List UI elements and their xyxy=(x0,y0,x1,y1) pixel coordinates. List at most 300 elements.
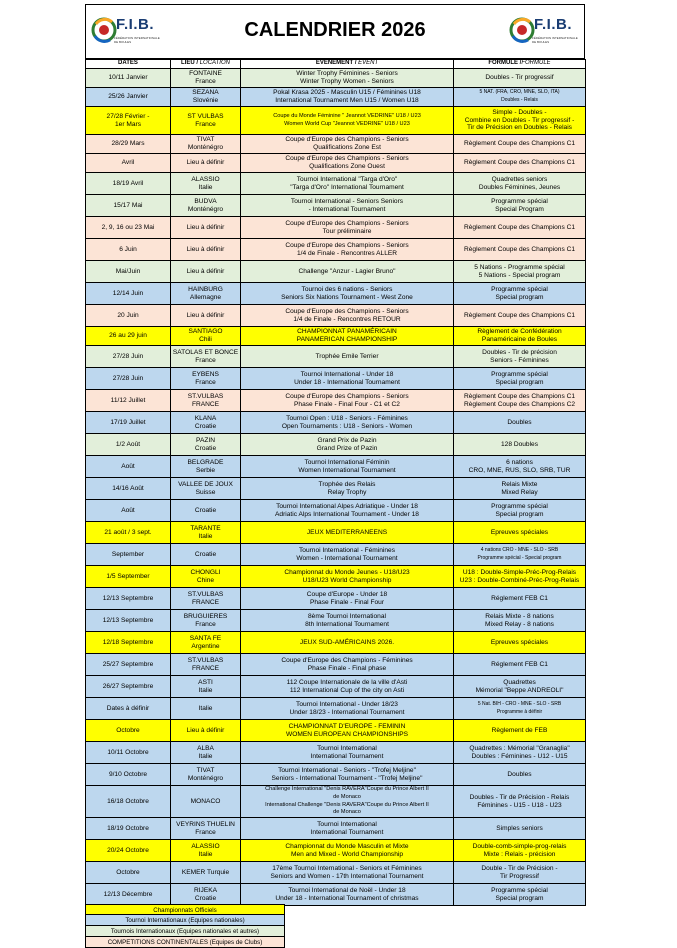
format-cell-line: U23 : Double-Combiné-Préc-Prog-Relais xyxy=(459,576,580,584)
format-cell-line: Règlement de Confédération xyxy=(477,328,562,336)
format-cell-line: 5 Nations - Special program xyxy=(478,271,561,279)
event-cell xyxy=(241,764,454,786)
event-cell-line: Men and Mixed - World Championship xyxy=(290,850,404,858)
date-cell xyxy=(86,327,171,346)
date-cell-line: 18/19 Avril xyxy=(112,179,144,187)
format-cell-line: CRO, MNE, RUS, SLO, SRB, TUR xyxy=(468,466,571,474)
location-cell-line: FRANCE xyxy=(191,400,220,408)
table-row xyxy=(86,862,586,884)
date-cell xyxy=(86,632,171,654)
date-cell xyxy=(86,610,171,632)
format-cell xyxy=(454,107,586,135)
date-cell-line: 16/18 Octobre xyxy=(107,797,149,805)
event-cell-line: Winter Trophy Women - Seniors xyxy=(300,78,394,85)
location-cell-line: Croatie xyxy=(194,550,217,558)
format-cell xyxy=(454,368,586,390)
format-cell-line: Programme spécial xyxy=(491,886,548,894)
date-cell xyxy=(86,434,171,456)
format-cell-line: Special program xyxy=(495,894,544,902)
table-row xyxy=(86,368,586,390)
date-cell xyxy=(86,840,171,862)
format-cell-line: Règlement Coupe des Champions C1 xyxy=(463,245,576,253)
date-cell-line: Août xyxy=(121,462,135,470)
location-cell xyxy=(171,346,241,368)
event-cell-line: Coupe d'Europe des Champions - Seniors xyxy=(285,219,409,227)
table-row xyxy=(86,676,586,698)
table-row xyxy=(86,69,586,88)
event-cell xyxy=(241,676,454,698)
date-cell xyxy=(86,261,171,283)
date-cell xyxy=(86,566,171,588)
format-cell xyxy=(454,884,586,906)
date-cell-line: Octobre xyxy=(116,868,140,876)
event-cell-line: International Tournament xyxy=(310,828,384,836)
format-cell xyxy=(454,566,586,588)
format-cell-line: Tir de Précision en Doubles - Relais xyxy=(467,124,572,132)
calendar-rows xyxy=(86,69,586,906)
location-cell xyxy=(171,840,241,862)
event-cell xyxy=(241,69,454,88)
legend-item: COMPETITIONS CONTINENTALES (Equipes de Clubs) xyxy=(85,937,285,948)
location-cell xyxy=(171,368,241,390)
event-cell-line: 1/4 de Finale - Rencontres ALLER xyxy=(296,249,398,257)
event-cell-line: Tournoi des 6 nations - Seniors xyxy=(301,285,393,293)
date-cell xyxy=(86,456,171,478)
date-cell-line: 11/12 Juillet xyxy=(110,396,146,404)
table-row xyxy=(86,305,586,327)
location-cell xyxy=(171,588,241,610)
event-cell xyxy=(241,283,454,305)
event-cell-line: Coupe d'Europe des Champions - Seniors xyxy=(285,307,409,315)
header-location: LIEU / LOCATION xyxy=(171,60,241,69)
location-cell xyxy=(171,566,241,588)
event-cell xyxy=(241,107,454,135)
location-cell-line: KLANA xyxy=(194,414,217,422)
location-cell xyxy=(171,88,241,107)
format-cell-line: Quadrettes : Mémorial "Granaglia" xyxy=(469,744,570,752)
location-cell-line: KEMER Turquie xyxy=(181,868,230,876)
date-cell-line: 1er Mars xyxy=(114,120,141,128)
event-cell-line: International Tournament Men U15 / Women U18 xyxy=(275,97,419,104)
table-row xyxy=(86,764,586,786)
date-cell-line: 10/11 Octobre xyxy=(107,748,149,756)
format-cell xyxy=(454,195,586,217)
table-row xyxy=(86,742,586,764)
location-cell-line: Allemagne xyxy=(189,293,222,301)
format-cell-line: Doubles : Féminines - U12 - U15 xyxy=(471,752,568,760)
date-cell xyxy=(86,412,171,434)
event-cell xyxy=(241,522,454,544)
event-cell-line: 1/4 de Finale - Rencontres RETOUR xyxy=(293,315,401,323)
date-cell-line: 12/13 Septembre xyxy=(102,616,154,624)
location-cell-line: FRANCE xyxy=(191,664,220,672)
location-cell-line: ALASSIO xyxy=(191,175,220,183)
date-cell-line: 25/26 Janvier xyxy=(108,93,148,101)
location-cell xyxy=(171,720,241,742)
location-cell xyxy=(171,522,241,544)
location-cell-line: VALLEE DE JOUX xyxy=(178,480,233,488)
header-event: EVENEMENT / EVENT xyxy=(241,60,454,69)
format-cell xyxy=(454,327,586,346)
format-cell-line: Relais Mixte - 8 nations xyxy=(485,612,554,620)
date-cell xyxy=(86,818,171,840)
date-cell xyxy=(86,305,171,327)
header-format: FORMULE /FORMULE xyxy=(454,60,586,69)
location-cell xyxy=(171,632,241,654)
logo-subtitle: FÉDÉRATION INTERNATIONALE DE BOULES xyxy=(114,36,160,44)
table-row xyxy=(86,884,586,906)
table-row xyxy=(86,107,586,135)
event-cell-line: U18/U23 World Championship xyxy=(302,576,392,584)
date-cell xyxy=(86,720,171,742)
location-cell xyxy=(171,698,241,720)
location-cell-line: ST VULBAS xyxy=(187,112,224,120)
location-cell xyxy=(171,173,241,195)
table-row xyxy=(86,522,586,544)
location-cell-line: EYBENS xyxy=(192,370,219,378)
table-row xyxy=(86,154,586,173)
location-cell xyxy=(171,500,241,522)
location-cell-line: Lieu à définir xyxy=(186,726,225,734)
location-cell-line: BUDVA xyxy=(194,197,217,205)
format-cell-line: Doubles Féminines, Jeunes xyxy=(478,183,561,191)
location-cell xyxy=(171,390,241,412)
event-cell-line: Tournoi International xyxy=(317,820,377,828)
table-row xyxy=(86,239,586,261)
location-cell xyxy=(171,544,241,566)
event-cell xyxy=(241,327,454,346)
format-cell xyxy=(454,720,586,742)
location-cell xyxy=(171,478,241,500)
page-title: CALENDRIER 2026 xyxy=(244,19,426,41)
format-cell-line: Programme spécial xyxy=(491,370,548,378)
date-cell-line: 1/5 September xyxy=(106,572,150,580)
format-cell-line: Double-comb-simple-prog-relais xyxy=(472,842,567,850)
event-cell xyxy=(241,566,454,588)
format-cell-line: Quadrettes seniors xyxy=(491,175,548,183)
date-cell xyxy=(86,135,171,154)
event-cell-line: Coupe d'Europe des Champions - Seniors xyxy=(285,155,409,163)
location-cell-line: FONTAINE xyxy=(189,70,222,78)
event-cell-line: JEUX MEDITERRANEENS xyxy=(306,528,388,536)
table-row xyxy=(86,588,586,610)
date-cell-line: 12/13 Décembre xyxy=(103,890,153,898)
event-cell-line: CHAMPIONNAT PANAMÉRICAIN xyxy=(297,328,397,336)
format-cell xyxy=(454,456,586,478)
location-cell-line: HAINBURG xyxy=(188,285,223,293)
format-cell xyxy=(454,346,586,368)
location-cell xyxy=(171,135,241,154)
location-cell-line: VEYRINS THUELIN xyxy=(176,820,235,828)
date-cell-line: Mai/Juin xyxy=(115,267,141,275)
location-cell-line: BELGRADE xyxy=(187,458,224,466)
date-cell-line: 17/19 Juillet xyxy=(110,418,146,426)
event-cell-line: 17ème Tournoi International - Seniors et Féminines xyxy=(272,864,422,872)
format-cell-line: Combine en Doubles - Tir progressif - xyxy=(464,116,575,124)
format-cell-line: Réglement FEB C1 xyxy=(491,660,548,668)
legend-item: Tournoi Internationaux (Equipes nationales) xyxy=(85,915,285,926)
event-cell xyxy=(241,588,454,610)
table-row xyxy=(86,195,586,217)
date-cell-line: 2, 9, 16 ou 23 Mai xyxy=(101,223,155,231)
location-cell-line: Chine xyxy=(196,576,215,584)
location-cell-line: Lieu à définir xyxy=(186,159,225,167)
event-cell xyxy=(241,818,454,840)
date-cell-line: Octobre xyxy=(116,726,140,734)
location-cell-line: Croatie xyxy=(194,444,217,452)
date-cell xyxy=(86,588,171,610)
table-row xyxy=(86,654,586,676)
legend xyxy=(85,904,285,948)
event-cell-line: Tournoi International Alpes Adriatique - Under 18 xyxy=(276,502,418,510)
event-cell-line: International Challenge "Denis RAVERA"Coupe du Prince Albert II xyxy=(265,801,429,808)
event-cell xyxy=(241,135,454,154)
format-cell-line: Doubles - Relais xyxy=(501,97,538,103)
date-cell xyxy=(86,862,171,884)
event-cell xyxy=(241,862,454,884)
location-cell xyxy=(171,305,241,327)
format-cell-line: Panaméricaine de Boules xyxy=(481,336,558,343)
format-cell-line: Règlement Coupe des Champions C1 xyxy=(463,311,576,319)
event-cell xyxy=(241,840,454,862)
event-cell xyxy=(241,154,454,173)
location-cell-line: Monténégro xyxy=(187,144,224,151)
format-cell-line: Doubles xyxy=(507,418,532,426)
event-cell-line: Pokal Krasa 2025 - Masculin U15 / Féminines U18 xyxy=(273,89,421,97)
event-cell-line: Coupe d'Europe des Champions - Féminines xyxy=(281,656,413,664)
location-cell-line: BRUGUIERES xyxy=(183,612,228,620)
location-cell-line: Italie xyxy=(198,183,213,191)
event-cell-line: Relay Trophy xyxy=(327,488,367,496)
format-cell-line: Règlement Coupe des Champions C2 xyxy=(463,400,576,408)
format-cell-line: Relais Mixte xyxy=(501,480,538,488)
event-cell-line: Tournoi International - Under 18/23 xyxy=(296,700,398,708)
format-cell xyxy=(454,135,586,154)
location-cell-line: SEZANA xyxy=(192,89,219,97)
event-cell-line: Tour préliminaire xyxy=(322,227,372,235)
format-cell-line: Mixed Relay xyxy=(501,488,538,496)
location-cell-line: Italie xyxy=(198,704,213,712)
event-cell-line: Tournoi International "Targa d'Oro" xyxy=(296,175,398,183)
table-row xyxy=(86,346,586,368)
format-cell-line: U18 : Double-Simple-Préc-Prog-Relais xyxy=(462,568,577,576)
event-cell xyxy=(241,500,454,522)
table-row xyxy=(86,698,586,720)
event-cell-line: Qualifications Zone Ouest xyxy=(309,163,385,170)
format-cell xyxy=(454,217,586,239)
location-cell xyxy=(171,742,241,764)
location-cell xyxy=(171,456,241,478)
event-cell-line: Phase Finale - Final Four - C1 et C2 xyxy=(294,400,400,408)
event-cell-line: JEUX SUD-AMÉRICAINS 2026. xyxy=(299,638,395,646)
format-cell-line: Mixte : Relais - précision xyxy=(483,850,556,858)
format-cell-line: 5 Nations - Programme spécial xyxy=(474,263,565,271)
event-cell-line: Championnat du Monde Masculin et Mixte xyxy=(285,842,409,850)
format-cell xyxy=(454,862,586,884)
event-cell-line: Coupe d'Europe - Under 18 xyxy=(306,590,388,598)
event-cell xyxy=(241,390,454,412)
event-cell-line: Coupe d'Europe des Champions - Seniors xyxy=(285,392,409,400)
event-cell xyxy=(241,412,454,434)
location-cell xyxy=(171,862,241,884)
format-cell-line: Simples seniors xyxy=(496,824,543,832)
event-cell-line: "Targa d'Oro" International Tournament xyxy=(290,183,404,191)
event-cell xyxy=(241,88,454,107)
table-row xyxy=(86,818,586,840)
format-cell xyxy=(454,390,586,412)
location-cell-line: RIJEKA xyxy=(193,886,218,894)
location-cell-line: Croatie xyxy=(194,422,217,430)
date-cell xyxy=(86,239,171,261)
date-cell-line: Dates à définir xyxy=(106,704,150,712)
event-cell-line: Tournoi International Féminin xyxy=(304,458,390,466)
format-cell-line: 128 Doubles xyxy=(500,440,539,448)
location-cell-line: ALBA xyxy=(197,744,214,752)
table-row xyxy=(86,544,586,566)
date-cell-line: 26/27 Septembre xyxy=(102,682,154,690)
event-cell xyxy=(241,261,454,283)
date-cell xyxy=(86,107,171,135)
date-cell xyxy=(86,390,171,412)
format-cell-line: 5 Nat. BIH - CRO - MNE - SLO - SRB xyxy=(477,700,562,707)
location-cell-line: Monténégro xyxy=(187,205,224,213)
table-row xyxy=(86,88,586,107)
event-cell-line: Tournoi International xyxy=(317,744,377,752)
event-cell-line: Women - International Tournament xyxy=(296,554,398,562)
date-cell-line: 12/18 Septembre xyxy=(102,638,154,646)
location-cell-line: ALASSIO xyxy=(191,842,220,850)
format-cell-line: Règlement de FEB xyxy=(491,726,548,734)
format-cell xyxy=(454,261,586,283)
date-cell xyxy=(86,346,171,368)
table-row xyxy=(86,456,586,478)
format-cell xyxy=(454,69,586,88)
date-cell xyxy=(86,217,171,239)
location-cell-line: France xyxy=(195,378,216,386)
table-row xyxy=(86,173,586,195)
format-cell-line: Doubles xyxy=(507,770,532,778)
table-row xyxy=(86,500,586,522)
event-cell-line: PANAMERICAN CHAMPIONSHIP xyxy=(296,336,398,343)
format-cell-line: Special program xyxy=(495,378,544,386)
format-cell-line: Tir Progressif xyxy=(500,872,539,880)
date-cell-line: Avril xyxy=(121,159,135,167)
location-cell xyxy=(171,676,241,698)
location-cell xyxy=(171,283,241,305)
location-cell xyxy=(171,195,241,217)
location-cell-line: Lieu à définir xyxy=(186,223,225,231)
location-cell-line: France xyxy=(195,356,216,364)
format-cell-line: Mémorial "Beppe ANDREOLI" xyxy=(475,686,564,694)
format-cell xyxy=(454,610,586,632)
event-cell xyxy=(241,305,454,327)
event-cell-line: Tournoi International - Féminines xyxy=(298,546,396,554)
event-cell xyxy=(241,742,454,764)
format-cell xyxy=(454,88,586,107)
location-cell-line: ASTI xyxy=(198,678,213,686)
date-cell xyxy=(86,154,171,173)
format-cell xyxy=(454,742,586,764)
calendar-sheet xyxy=(85,4,585,906)
date-cell-line: 18/19 Octobre xyxy=(107,824,149,832)
event-cell-line: Women World Cup "Jeannot VEDRINE" U18 / U23 xyxy=(284,120,410,127)
date-cell-line: 15/17 Mai xyxy=(113,201,143,209)
date-cell xyxy=(86,522,171,544)
format-cell xyxy=(454,632,586,654)
location-cell-line: Serbie xyxy=(195,466,216,474)
table-row xyxy=(86,217,586,239)
table-row xyxy=(86,434,586,456)
format-cell-line: Règlement Coupe des Champions C1 xyxy=(463,223,576,231)
format-cell xyxy=(454,676,586,698)
event-cell-line: WOMEN EUROPEAN CHAMPIONSHIPS xyxy=(286,730,408,738)
event-cell xyxy=(241,632,454,654)
location-cell xyxy=(171,217,241,239)
event-cell-line: Challenge International "Denis RAVERA"Coupe du Prince Albert II xyxy=(265,786,429,792)
event-cell-line: de Monaco xyxy=(333,793,361,800)
event-cell xyxy=(241,720,454,742)
location-cell-line: ST.VULBAS xyxy=(187,656,224,664)
location-cell xyxy=(171,239,241,261)
table-header-row xyxy=(86,60,586,69)
location-cell xyxy=(171,107,241,135)
location-cell-line: ST.VULBAS xyxy=(187,392,224,400)
format-cell-line: Mixed Relay - 8 nations xyxy=(485,620,554,628)
format-cell xyxy=(454,478,586,500)
table-row xyxy=(86,327,586,346)
event-cell xyxy=(241,434,454,456)
format-cell-line: Féminines - U15 - U18 - U23 xyxy=(477,801,562,809)
location-cell-line: Italie xyxy=(198,850,213,858)
format-cell-line: Doubles - Tir de précision xyxy=(482,348,557,356)
date-cell xyxy=(86,500,171,522)
date-cell xyxy=(86,786,171,818)
format-cell xyxy=(454,522,586,544)
format-cell xyxy=(454,786,586,818)
location-cell xyxy=(171,884,241,906)
date-cell xyxy=(86,368,171,390)
format-cell-line: 5 NAT. (FRA, CRO, MNE, SLO, ITA) xyxy=(479,89,560,96)
location-cell-line: Lieu à définir xyxy=(186,267,225,275)
format-cell xyxy=(454,764,586,786)
event-cell xyxy=(241,654,454,676)
event-cell-line: Under 18 - International Tournament of christmas xyxy=(275,894,419,902)
format-cell-line: Programme spécial - Special program xyxy=(477,554,562,561)
event-cell xyxy=(241,368,454,390)
format-cell xyxy=(454,698,586,720)
format-cell-line: Règlement Coupe des Champions C1 xyxy=(463,140,576,148)
table-row xyxy=(86,135,586,154)
format-cell-line: Programme spécial xyxy=(491,502,548,510)
location-cell xyxy=(171,764,241,786)
event-cell-line: Under 18 - International Tournament xyxy=(294,378,400,386)
event-cell-line: Phase Finale - Final phase xyxy=(307,664,387,672)
event-cell xyxy=(241,173,454,195)
event-cell xyxy=(241,456,454,478)
format-cell-line: Doubles - Tir de Précision - Relais xyxy=(469,793,570,801)
header-dates: DATES xyxy=(86,60,171,69)
event-cell-line: Trophée des Relais xyxy=(318,480,376,488)
event-cell-line: Tournoi International de Noël - Under 18 xyxy=(288,886,406,894)
date-cell xyxy=(86,88,171,107)
date-cell-line: 12/13 Septembre xyxy=(102,594,154,602)
format-cell-line: Double - Tir de Précision - xyxy=(481,864,558,872)
format-cell-line: Simple - Doubles - xyxy=(492,108,547,116)
event-cell-line: Winter Trophy Féminines - Seniors xyxy=(296,70,398,78)
date-cell-line: 28/29 Mars xyxy=(111,140,145,148)
format-cell xyxy=(454,654,586,676)
calendar-table xyxy=(85,59,586,906)
